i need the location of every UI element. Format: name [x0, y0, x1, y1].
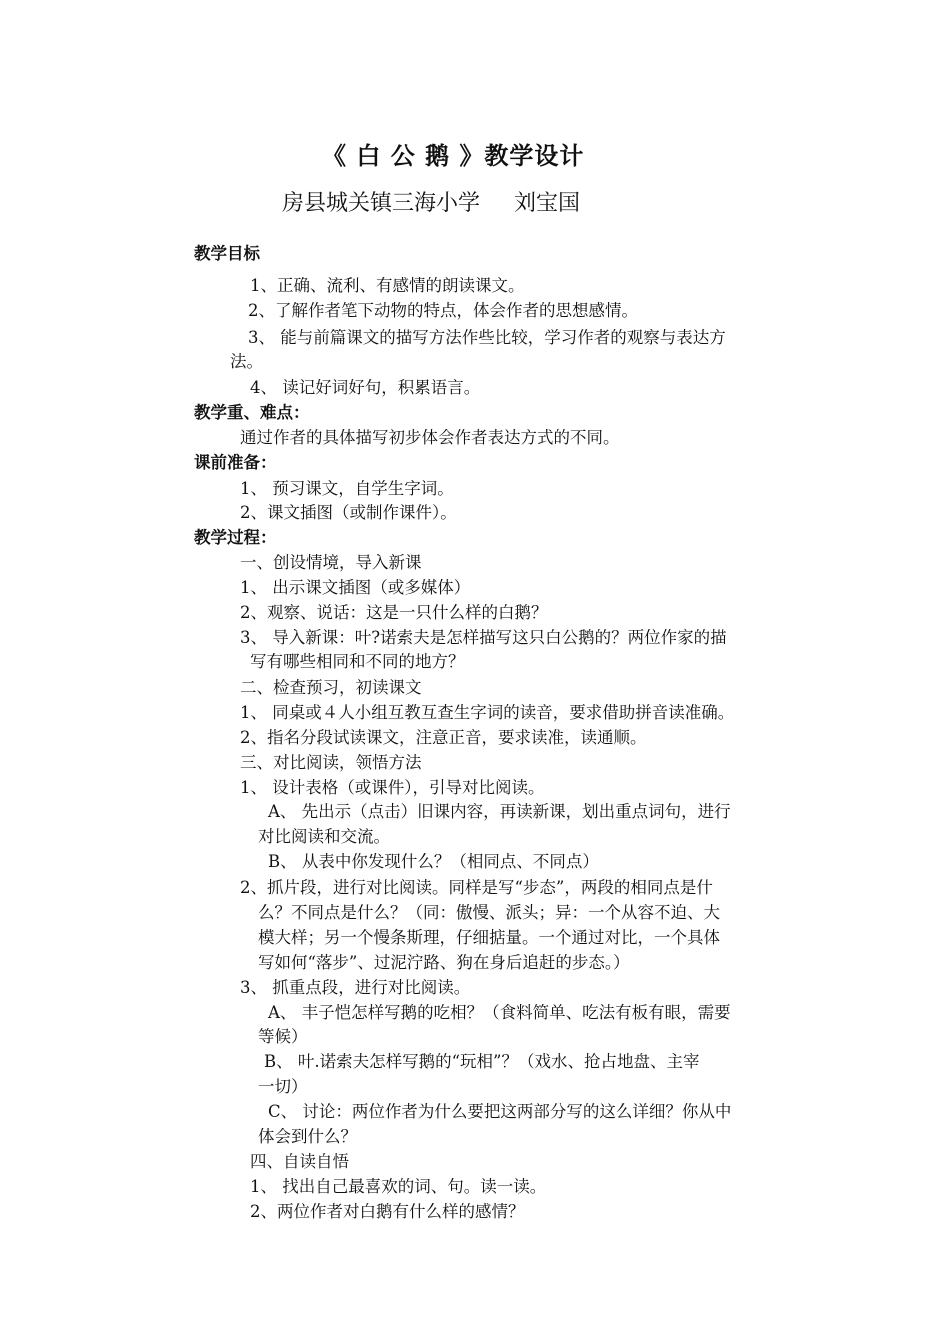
author-line: [282, 186, 580, 217]
process-line: 3、 导入新课：叶?诺索夫是怎样描写这只白公鹅的？两位作家的描: [240, 628, 727, 647]
process-line: B、 叶.诺索夫怎样写鹅的“玩相”？（戏水、抢占地盘、主宰: [264, 1052, 700, 1071]
process-line: 一切）: [258, 1077, 308, 1096]
process-line: 体会到什么？: [258, 1127, 357, 1146]
process-line: 2、抓片段，进行对比阅读。同样是写“步态”，两段的相同点是什: [240, 878, 713, 897]
goal-item: 1、正确、流利、有感情的朗读课文。: [250, 276, 525, 295]
prep-item: 2、课文插图（或制作课件）。: [240, 503, 457, 522]
goals-heading: 教学目标: [194, 244, 260, 263]
process-line: 么？不同点是什么？（同：傲慢、派头；异：一个从容不迫、大: [258, 903, 720, 922]
process-line: C、 讨论：两位作者为什么要把这两部分写的这么详细？你从中: [268, 1102, 732, 1121]
process-line: 2、指名分段试读课文，注意正音，要求读准，读通顺。: [240, 728, 647, 747]
process-line: 四、自读自悟: [250, 1152, 349, 1171]
document-title: 《 白 公 鹅 》教学设计: [322, 141, 585, 170]
process-line: 3、 抓重点段，进行对比阅读。: [240, 978, 471, 997]
process-line: A、 丰子恺怎样写鹅的吃相？（食料简单、吃法有板有眼，需要: [268, 1003, 731, 1022]
goal-item: 4、 读记好词好句，积累语言。: [250, 378, 481, 397]
process-line: 二、检查预习，初读课文: [240, 678, 422, 697]
goal-item: 2、了解作者笔下动物的特点，体会作者的思想感情。: [248, 301, 638, 320]
process-line: 一、创设情境，导入新课: [240, 553, 422, 572]
process-line: 1、 设计表格（或课件），引导对比阅读。: [240, 778, 545, 797]
process-heading: 教学过程：: [194, 528, 277, 547]
process-line: 三、对比阅读，领悟方法: [240, 753, 422, 772]
process-line: 2、两位作者对白鹅有什么样的感情？: [250, 1202, 525, 1221]
prep-heading: 课前准备：: [194, 453, 277, 472]
author-name: 刘宝国: [514, 191, 581, 216]
process-line: 模大样；另一个慢条斯理，仔细掂量。一个通过对比，一个具体: [258, 928, 720, 947]
process-line: B、 从表中你发现什么？（相同点、不同点）: [268, 852, 599, 871]
key-heading: 教学重、难点：: [194, 403, 310, 422]
process-line: 2、观察、说话：这是一只什么样的白鹅？: [240, 603, 548, 622]
process-line: 写有哪些相同和不同的地方？: [250, 652, 465, 671]
process-line: 写如何“落步”、过泥泞路、狗在身后追赶的步态。）: [258, 953, 630, 972]
key-text: 通过作者的具体描写初步体会作者表达方式的不同。: [240, 428, 620, 447]
process-line: 等候）: [258, 1027, 308, 1046]
author-school: 房县城关镇三海小学: [282, 191, 481, 216]
process-line: 1、 同桌或４人小组互教互查生字词的读音，要求借助拼音读准确。: [240, 703, 735, 722]
process-line: A、 先出示（点击）旧课内容，再读新课，划出重点词句，进行: [268, 802, 731, 821]
process-line: 1、 出示课文插图（或多媒体）: [240, 578, 471, 597]
goal-item: 法。: [230, 352, 263, 371]
goal-item: 3、 能与前篇课文的描写方法作些比较，学习作者的观察与表达方: [248, 328, 726, 347]
prep-item: 1、 预习课文，自学生字词。: [240, 479, 454, 498]
process-line: 1、 找出自己最喜欢的词、句。读一读。: [250, 1177, 547, 1196]
process-line: 对比阅读和交流。: [258, 827, 390, 846]
